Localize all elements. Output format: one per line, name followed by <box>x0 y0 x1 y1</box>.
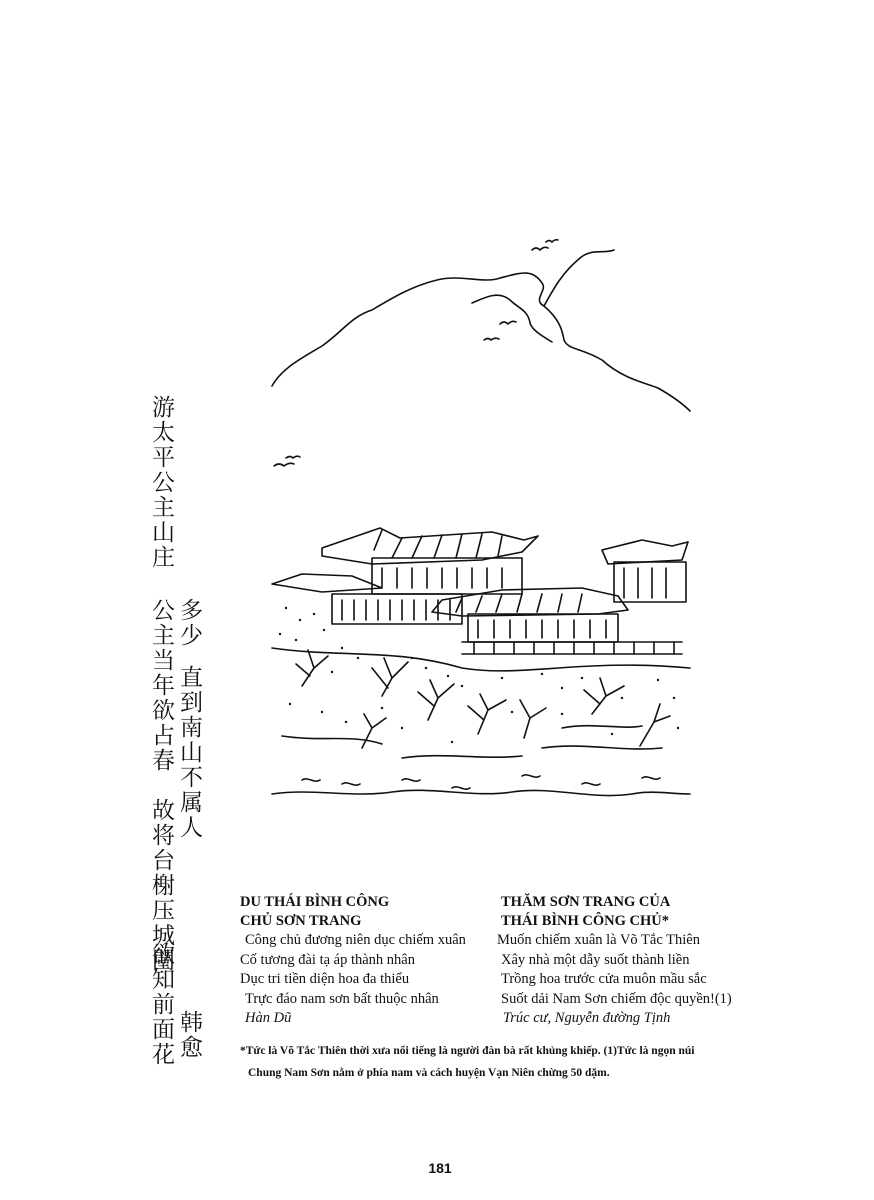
transliteration-line: Cố tương đài tạ áp thành nhân <box>240 951 415 968</box>
translation-line: Muốn chiếm xuân là Võ Tắc Thiên <box>497 932 700 948</box>
page-number: 181 <box>428 1160 452 1176</box>
wing-roof <box>272 574 382 592</box>
chinese-title-column: 游太平公主山庄 <box>148 395 174 570</box>
translation-author: Trúc cư, Nguyễn đường Tịnh <box>503 1010 671 1026</box>
translation-block <box>497 893 767 1029</box>
bird-icon <box>546 240 558 242</box>
transliteration-author: Hàn Dũ <box>245 1010 292 1026</box>
mountain-ridge <box>272 273 690 411</box>
landscape-illustration <box>262 228 694 808</box>
footnote-line: *Tức là Võ Tắc Thiên thời xưa nổi tiếng là người đàn bà rất khủng khiếp. (1)Tức là ngọn núi <box>240 1045 695 1057</box>
transliteration-line: Dục tri tiền diện hoa đa thiểu <box>240 971 410 987</box>
water-line <box>272 790 690 795</box>
transliteration-line: Trực đáo nam sơn bất thuộc nhân <box>245 990 439 1007</box>
footnote-line: Chung Nam Sơn nằm ở phía nam và cách huyện Vạn Niên chừng 50 dặm. <box>248 1067 610 1079</box>
translation-line: Suốt dải Nam Sơn chiếm độc quyền!(1) <box>501 990 732 1007</box>
bare-tree <box>584 678 624 714</box>
transliteration-line: Công chủ đương niên dục chiếm xuân <box>245 932 466 948</box>
bare-tree <box>468 694 506 734</box>
chinese-poem-column: 多少 <box>176 598 202 648</box>
pavilion-roof <box>602 540 688 564</box>
bird-icon <box>532 247 548 250</box>
transliteration-block <box>240 893 500 1029</box>
bare-tree <box>362 714 386 748</box>
transliteration-title: DU THÁI BÌNH CÔNG <box>240 894 390 910</box>
chinese-author-column: 韩愈 <box>176 1010 202 1060</box>
bird-icon <box>500 321 516 324</box>
translation-line: Trồng hoa trước cửa muôn mầu sắc <box>501 971 707 987</box>
balcony-railing <box>462 642 682 654</box>
chinese-poem-column: 欲知前面花 <box>148 942 174 1067</box>
bare-tree <box>418 680 454 720</box>
bird-icon <box>484 338 499 340</box>
mountain-ridge-peak <box>544 250 614 306</box>
chinese-poem-column: 故将台榭压城闉 <box>148 798 174 973</box>
bird-icon <box>286 456 300 458</box>
chinese-poem-column: 公主当年欲占春 <box>148 598 174 773</box>
translation-title: THĂM SƠN TRANG CỦA <box>501 894 671 910</box>
translation-line: Xây nhà một dẫy suốt thành liền <box>501 951 690 968</box>
bird-icon <box>274 463 294 466</box>
bare-tree <box>296 650 328 686</box>
bare-tree <box>640 704 670 746</box>
bare-tree <box>520 700 546 738</box>
chinese-poem-column: 直到南山不属人 <box>176 665 202 840</box>
transliteration-title: CHỦ SƠN TRANG <box>240 913 362 929</box>
translation-title: THÁI BÌNH CÔNG CHỦ* <box>501 913 669 929</box>
footnote <box>240 1040 760 1084</box>
bare-tree <box>372 658 408 696</box>
